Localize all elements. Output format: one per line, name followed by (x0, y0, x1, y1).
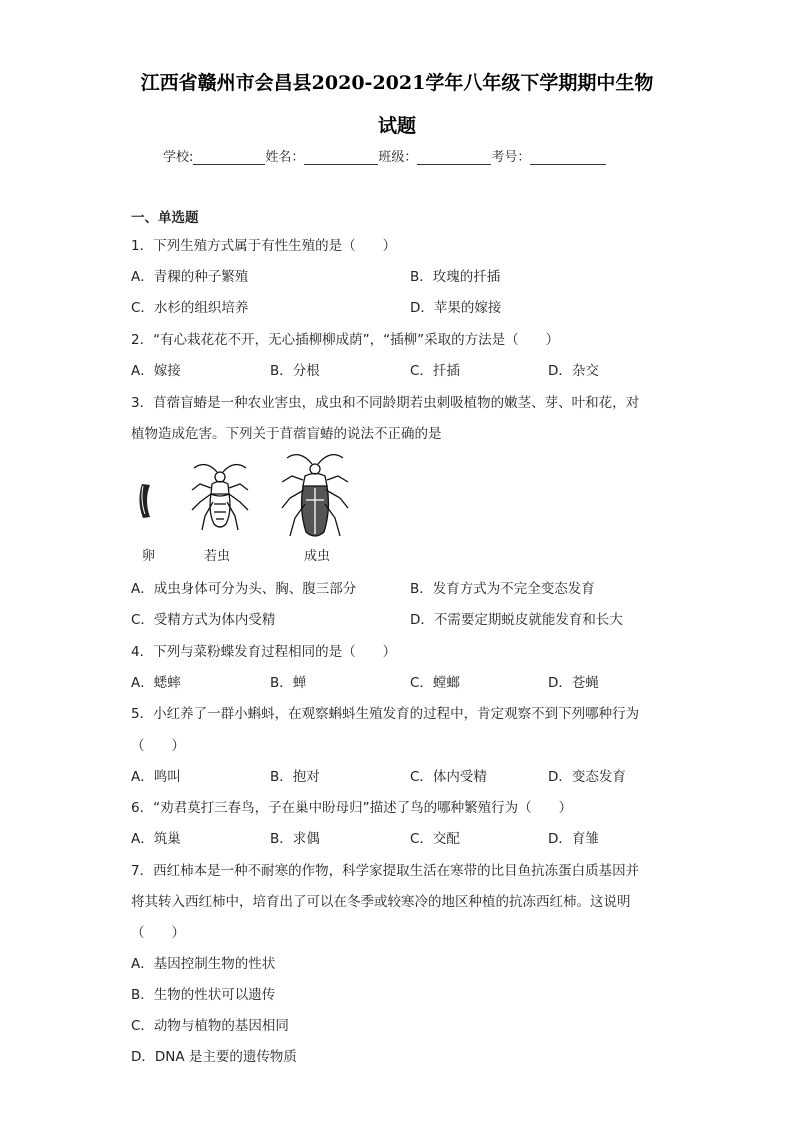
q4-option-c: C．螳螂 (410, 675, 460, 691)
q6-option-c: C．交配 (410, 831, 460, 847)
q2-option-c: C．扦插 (410, 363, 460, 379)
q4-option-b: B．蝉 (270, 675, 307, 691)
q3-option-a: A．成虫身体可分为头、胸、腹三部分 (131, 581, 357, 597)
question-1-stem: 1．下列生殖方式属于有性生殖的是（ ） (131, 238, 397, 254)
question-3-stem-line1: 3．苜蓿盲蝽是一种农业害虫，成虫和不同龄期若虫刺吸植物的嫩茎、芽、叶和花，对 (131, 395, 640, 411)
q7-option-c: C．动物与植物的基因相同 (131, 1018, 289, 1034)
q5-option-c: C．体内受精 (410, 769, 487, 785)
number-blank[interactable] (530, 150, 606, 165)
class-blank[interactable] (417, 150, 491, 165)
q5-option-d: D．变态发育 (548, 769, 626, 785)
section-heading: 一、单选题 (131, 210, 199, 226)
question-7-stem-line2: 将其转入西红柿中，培育出了可以在冬季或较寒冷的地区种植的抗冻西红柿。这说明 (131, 894, 631, 910)
question-3-stem-line2: 植物造成危害。下列关于苜蓿盲蝽的说法不正确的是 (131, 426, 442, 442)
question-6-stem: 6．“劝君莫打三春鸟，子在巢中盼母归”描述了鸟的哪种繁殖行为（ ） (131, 800, 573, 816)
figure-label-egg: 卵 (142, 549, 156, 564)
nymph-drawing (192, 465, 248, 530)
adult-drawing (282, 455, 348, 536)
class-label: 班级： (378, 150, 418, 165)
q5-option-a: A．鸣叫 (131, 769, 181, 785)
question-5-stem-line1: 5．小红养了一群小蝌蚪，在观察蝌蚪生殖发育的过程中，肯定观察不到下列哪种行为 (131, 706, 640, 722)
q4-option-d: D．苍蝇 (548, 675, 599, 691)
q7-option-b: B．生物的性状可以遗传 (131, 987, 276, 1003)
question-7-stem-line3: （ ） (131, 925, 185, 941)
number-label: 考号： (491, 150, 531, 165)
q1-option-c: C．水杉的组织培养 (131, 300, 249, 316)
q7-option-a: A．基因控制生物的性状 (131, 956, 276, 972)
student-info-row (163, 146, 606, 165)
insect-figure (130, 450, 370, 545)
egg-drawing (139, 484, 150, 518)
q6-option-d: D．育雏 (548, 831, 599, 847)
q5-option-b: B．抱对 (270, 769, 320, 785)
q1-option-a: A．青稞的种子繁殖 (131, 269, 249, 285)
figure-label-nymph: 若虫 (204, 549, 231, 564)
q3-option-c: C．受精方式为体内受精 (131, 612, 276, 628)
question-4-stem: 4．下列与菜粉蝶发育过程相同的是（ ） (131, 644, 397, 660)
q2-option-a: A．嫁接 (131, 363, 181, 379)
school-label: 学校: (163, 150, 194, 165)
q3-option-d: D．不需要定期蜕皮就能发育和长大 (410, 612, 623, 628)
q6-option-a: A．筑巢 (131, 831, 181, 847)
q4-option-a: A．蟋蟀 (131, 675, 181, 691)
school-blank[interactable] (193, 150, 265, 165)
q3-option-b: B．发育方式为不完全变态发育 (410, 581, 595, 597)
q1-option-d: D．苹果的嫁接 (410, 300, 502, 316)
figure-label-adult: 成虫 (304, 549, 331, 564)
exam-title-line1: 江西省赣州市会昌县2020-2021学年八年级下学期期中生物 (140, 72, 654, 94)
question-5-stem-line2: （ ） (131, 738, 185, 754)
question-2-stem: 2．“有心栽花花不开，无心插柳柳成荫”，“插柳”采取的方法是（ ） (131, 332, 560, 348)
exam-title-line2: 试题 (377, 115, 416, 137)
q2-option-b: B．分根 (270, 363, 320, 379)
q7-option-d: D．DNA 是主要的遗传物质 (131, 1049, 297, 1065)
name-blank[interactable] (304, 150, 378, 165)
q2-option-d: D．杂交 (548, 363, 599, 379)
q6-option-b: B．求偶 (270, 831, 320, 847)
question-7-stem-line1: 7．西红柿本是一种不耐寒的作物，科学家提取生活在寒带的比目鱼抗冻蛋白质基因并 (131, 863, 640, 879)
name-label: 姓名： (265, 150, 305, 165)
q1-option-b: B．玫瑰的扦插 (410, 269, 501, 285)
